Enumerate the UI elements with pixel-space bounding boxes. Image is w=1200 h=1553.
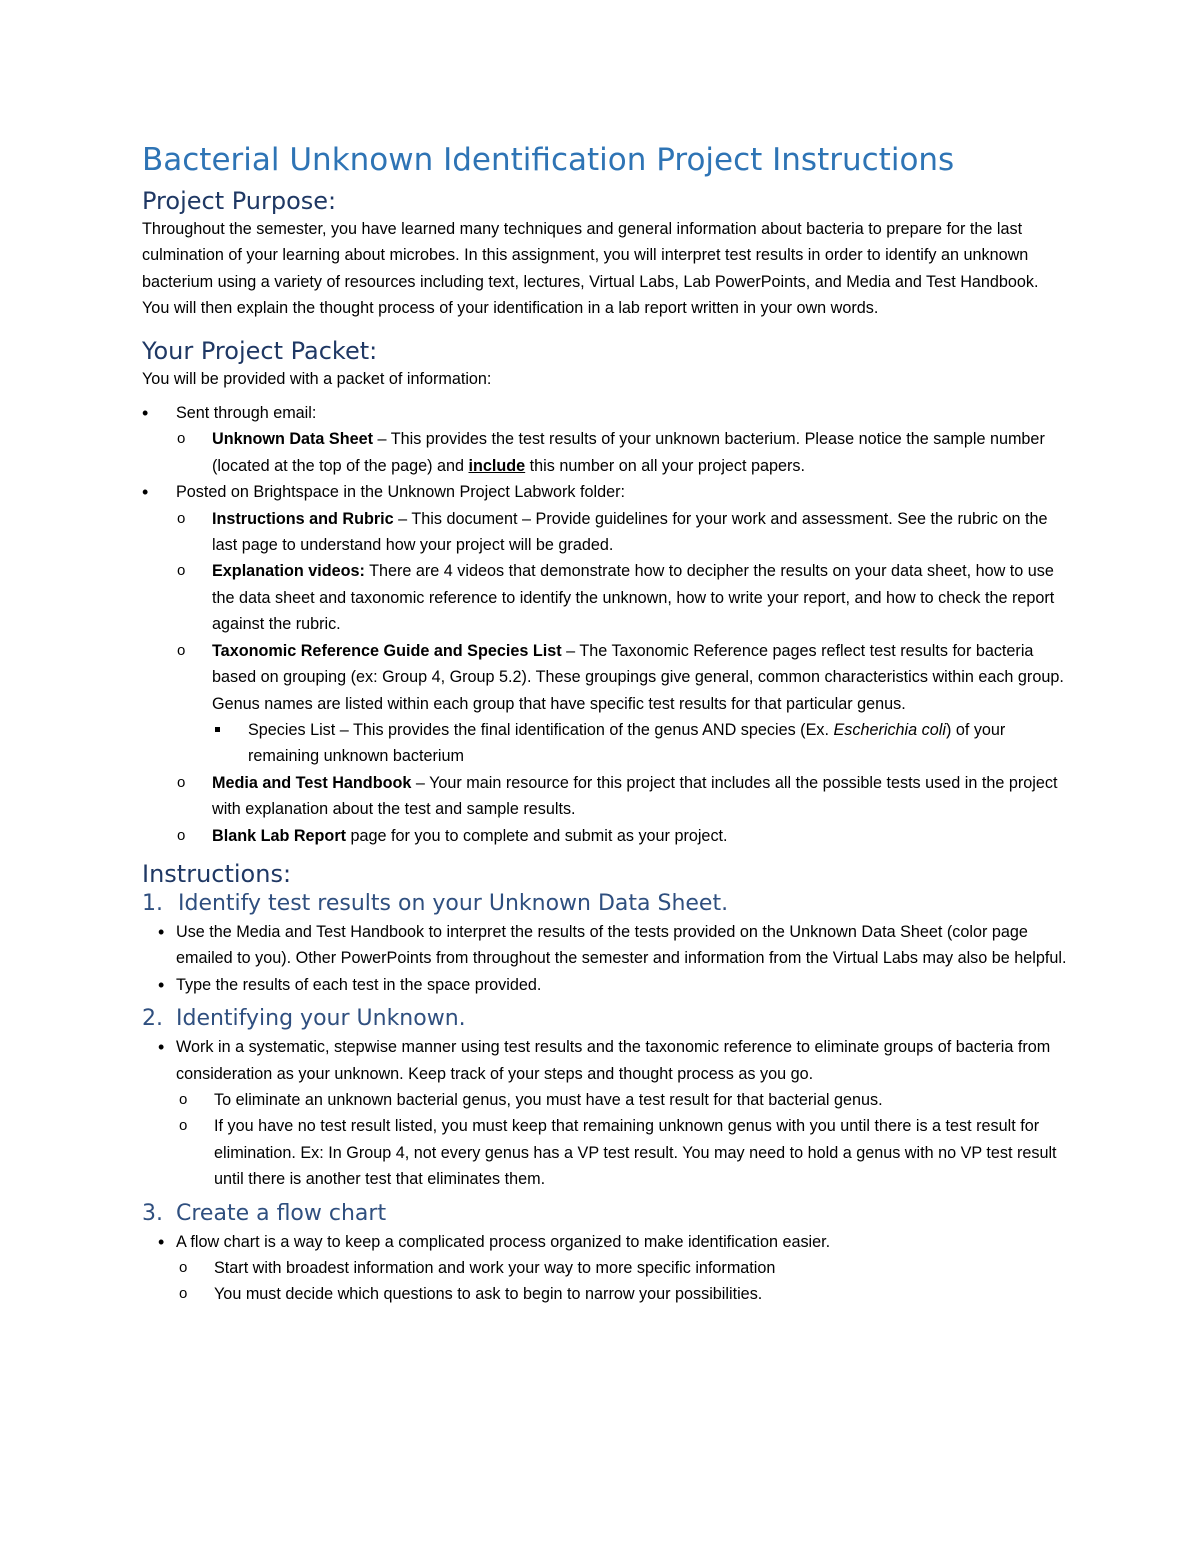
purpose-paragraph: Throughout the semester, you have learned many techniques and general information about bacteria to prepare for the last culmination of your learning about microbes. In this assignment, you will interpret test results in order to identify an unknown bacterium using a variety of resources including text, lectures, Virtual Labs, Lab PowerPoints, and Media and Test Handbook. You will then explain the thought process of your identification in a lab report written in your own words. (142, 220, 1039, 318)
step-3-sublist (178, 1255, 1067, 1308)
instructions-heading: Instructions: (142, 859, 292, 888)
list-item-email (142, 400, 1067, 479)
step-3-title: Create a flow chart (176, 1200, 387, 1226)
data-sheet-include: include (468, 456, 526, 475)
videos-title: Explanation videos: (212, 562, 365, 581)
step-2-sub-2: o If you have no test result listed, you must keep that remaining unknown genus with you until there is a test result for elimination. Ex: In Group 4, not every genus has a VP test result. You may need to hold a genus with no VP test result until there is another test that eliminates them. (178, 1113, 1067, 1192)
step-1-list (142, 919, 1067, 998)
step-2-heading (142, 1004, 1067, 1034)
step-2-list (142, 1034, 1067, 1192)
step-3-bullet-text: A flow chart is a way to keep a complicated process organized to make identification easier. (176, 1232, 831, 1251)
taxonomic-sublist (212, 717, 1067, 770)
step-1-bullet-1: • Use the Media and Test Handbook to interpret the results of the tests provided on the Unknown Data Sheet (color page emailed to you). Other PowerPoints from throughout the semester and information from the Virtual Labs may also be helpful. (142, 919, 1067, 972)
videos-text: There are 4 videos that demonstrate how to decipher the results on your data sheet, how to use the data sheet and taxonomic reference to identify the unknown, how to write your report, and how to check the report against the rubric. (212, 562, 1055, 634)
step-3-heading (142, 1199, 1067, 1229)
species-text-2: ) of your remaining unknown bacterium (248, 720, 1006, 766)
email-sublist (176, 426, 1067, 479)
list-item-report (176, 823, 1067, 849)
brightspace-label: Posted on Brightspace in the Unknown Project Labwork folder: (176, 483, 626, 502)
list-item-species (212, 717, 1067, 770)
step-3-number: 3. (142, 1200, 163, 1226)
report-text: page for you to complete and submit as your project. (346, 826, 728, 845)
rubric-text: – This document – Provide guidelines for your work and assessment. See the rubric on the last page to understand how your project will be graded. (212, 509, 1048, 555)
document-page (142, 140, 1067, 1308)
step-3-list (142, 1229, 1067, 1308)
report-title: Blank Lab Report (212, 826, 347, 845)
step-1-heading (142, 889, 1067, 919)
step-1-number: 1. (142, 890, 163, 916)
list-item-handbook (176, 770, 1067, 823)
step-1-title: Identify test results on your Unknown Data Sheet. (178, 890, 729, 916)
packet-heading: Your Project Packet: (142, 336, 378, 365)
list-item-brightspace (142, 479, 1067, 849)
data-sheet-text-1: – This provides the test results of your unknown bacterium. Please notice the sample number (located at the top of the page) and (212, 430, 1045, 475)
data-sheet-text-2: this number on all your project papers. (525, 456, 805, 475)
handbook-title: Media and Test Handbook (212, 773, 412, 792)
list-item-videos (176, 558, 1067, 637)
packet-intro: You will be provided with a packet of information: (142, 369, 492, 388)
step-2-sub-1: o To eliminate an unknown bacterial genus, you must have a test result for that bacterial genus. (178, 1087, 1067, 1113)
list-item-rubric (176, 506, 1067, 559)
step-3-sub-1: o Start with broadest information and work your way to more specific information (178, 1255, 1067, 1281)
step-2-sublist (178, 1087, 1067, 1193)
email-label: Sent through email: (176, 404, 317, 423)
step-2-bullet-text: Work in a systematic, stepwise manner using test results and the taxonomic reference to eliminate groups of bacteria from consideration as your unknown. Keep track of your steps and thought process as you go. (176, 1038, 1051, 1083)
species-text-1: Species List – This provides the final identification of the genus AND species (Ex. (248, 720, 834, 739)
rubric-title: Instructions and Rubric (212, 509, 394, 528)
step-3-bullet (142, 1229, 1067, 1308)
data-sheet-title: Unknown Data Sheet (212, 430, 373, 449)
step-1-bullet-2: • Type the results of each test in the space provided. (142, 972, 1067, 998)
step-2-bullet (142, 1034, 1067, 1192)
document-title: Bacterial Unknown Identification Project Instructions (142, 142, 955, 178)
step-3-sub-2: o You must decide which questions to ask to begin to narrow your possibilities. (178, 1281, 1067, 1307)
species-example: Escherichia coli (833, 720, 946, 739)
step-2-number: 2. (142, 1006, 163, 1032)
purpose-heading: Project Purpose: (142, 187, 337, 215)
taxonomic-text: – The Taxonomic Reference pages reflect test results for bacteria based on grouping (ex: Group 4, Group 5.2). These groupings give general, common characteristics within each group. Genus names are listed within each group that have specific test results for that particular genus. (212, 641, 1064, 713)
taxonomic-title: Taxonomic Reference Guide and Species List (212, 641, 562, 660)
handbook-text: – Your main resource for this project that includes all the possible tests used in the project with explanation about the test and sample results. (212, 773, 1058, 819)
list-item-taxonomic (176, 638, 1067, 770)
list-item-data-sheet (176, 426, 1067, 479)
brightspace-sublist (176, 506, 1067, 849)
step-2-title: Identifying your Unknown. (176, 1006, 466, 1032)
packet-list (142, 400, 1067, 849)
